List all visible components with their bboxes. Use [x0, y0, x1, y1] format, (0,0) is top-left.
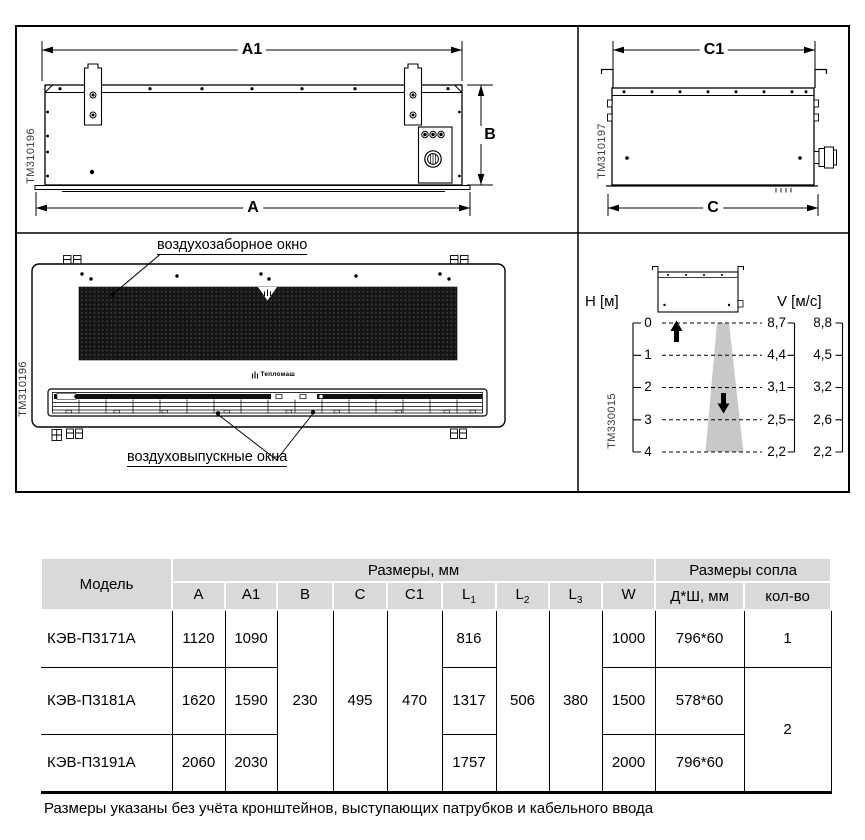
- cell-c1-shared: 470: [387, 610, 442, 792]
- cell-a1: 1590: [225, 667, 277, 734]
- velocity-c1-0: 8,7: [767, 315, 786, 330]
- footnote: Размеры указаны без учёта кронштейнов, выступающих патрубков и кабельного ввода: [44, 800, 654, 817]
- drawing-code-front: TM310196: [25, 128, 37, 184]
- cell-a: 2060: [172, 734, 225, 792]
- cell-qty-shared: 2: [744, 667, 831, 792]
- velocity-c2-0: 8,8: [813, 315, 832, 330]
- dim-label-a1: A1: [238, 41, 266, 59]
- col-header-l2: $L_2$: [496, 582, 549, 610]
- dim-label-a: A: [243, 199, 263, 217]
- group-header-nozzle: Размеры сопла: [655, 558, 831, 582]
- height-tick-4: 4: [644, 444, 652, 459]
- cell-model: КЭВ-П3181А: [41, 667, 172, 734]
- cell-a: 1120: [172, 610, 225, 667]
- velocity-c1-4: 2,2: [767, 444, 786, 459]
- velocity-c1-1: 4,4: [767, 347, 786, 362]
- velocity-c2-4: 2,2: [813, 444, 832, 459]
- height-tick-1: 1: [644, 347, 652, 362]
- cell-c-shared: 495: [333, 610, 387, 792]
- dim-label-c1: C1: [700, 41, 728, 59]
- drawing-code-side: TM310197: [596, 123, 608, 179]
- up-arrow-icon: [671, 321, 683, 343]
- group-header-dimensions: Размеры, мм: [172, 558, 655, 582]
- brand-logo-text: Тепломаш: [260, 371, 295, 378]
- cell-l1: 816: [442, 610, 496, 667]
- cell-nozzle: 796*60: [655, 610, 744, 667]
- cell-l1: 1757: [442, 734, 496, 792]
- col-header-nozzle-size: Д*Ш, мм: [655, 582, 744, 610]
- front-view-art: [35, 41, 493, 216]
- cell-l3-shared: 380: [549, 610, 602, 792]
- col-header-w: W: [602, 582, 655, 610]
- spec-table: [40, 557, 832, 794]
- cell-a: 1620: [172, 667, 225, 734]
- cell-qty: 1: [744, 610, 831, 667]
- velocity-axis-label: V [м/с]: [777, 293, 822, 310]
- col-header-c1: C1: [387, 582, 442, 610]
- cable-gland-side: [814, 147, 837, 168]
- cell-nozzle: 578*60: [655, 667, 744, 734]
- dim-label-b: B: [480, 126, 500, 144]
- cell-a1: 2030: [225, 734, 277, 792]
- height-tick-0: 0: [644, 315, 652, 330]
- height-tick-3: 3: [644, 412, 652, 427]
- drawing-code-flow: TM330015: [606, 393, 618, 449]
- velocity-c2-2: 3,2: [813, 379, 832, 394]
- cell-w: 2000: [602, 734, 655, 792]
- col-header-a1: A1: [225, 582, 277, 610]
- cell-l2-shared: 506: [496, 610, 549, 792]
- intake-window-label: воздухозаборное окно: [157, 237, 308, 253]
- dim-label-c: C: [703, 199, 723, 217]
- velocity-c2-3: 2,6: [813, 412, 832, 427]
- col-header-model: Модель: [41, 558, 172, 610]
- velocity-c2-1: 4,5: [813, 347, 832, 362]
- velocity-c1-2: 3,1: [767, 379, 786, 394]
- col-header-qty: кол-во: [744, 582, 831, 610]
- cell-model: КЭВ-П3171А: [41, 610, 172, 667]
- cell-a1: 1090: [225, 610, 277, 667]
- brand-flame-icon: [253, 372, 258, 379]
- col-header-l3: $L_3$: [549, 582, 602, 610]
- outlet-windows-label: воздуховыпускные окна: [127, 449, 288, 465]
- panel-view-art: [32, 255, 505, 461]
- side-view-art: [602, 41, 837, 216]
- drawing-code-panel: TM310196: [17, 361, 29, 417]
- cell-model: КЭВ-П3191А: [41, 734, 172, 792]
- col-header-b: B: [277, 582, 333, 610]
- col-header-l1: $L_1$: [442, 582, 496, 610]
- cell-nozzle: 796*60: [655, 734, 744, 792]
- velocity-c1-3: 2,5: [767, 412, 786, 427]
- height-tick-2: 2: [644, 379, 652, 394]
- col-header-c: C: [333, 582, 387, 610]
- cell-l1: 1317: [442, 667, 496, 734]
- col-header-a: A: [172, 582, 225, 610]
- cell-b-shared: 230: [277, 610, 333, 792]
- height-axis-label: H [м]: [585, 293, 619, 310]
- cell-w: 1500: [602, 667, 655, 734]
- cell-w: 1000: [602, 610, 655, 667]
- table-row: [41, 610, 831, 667]
